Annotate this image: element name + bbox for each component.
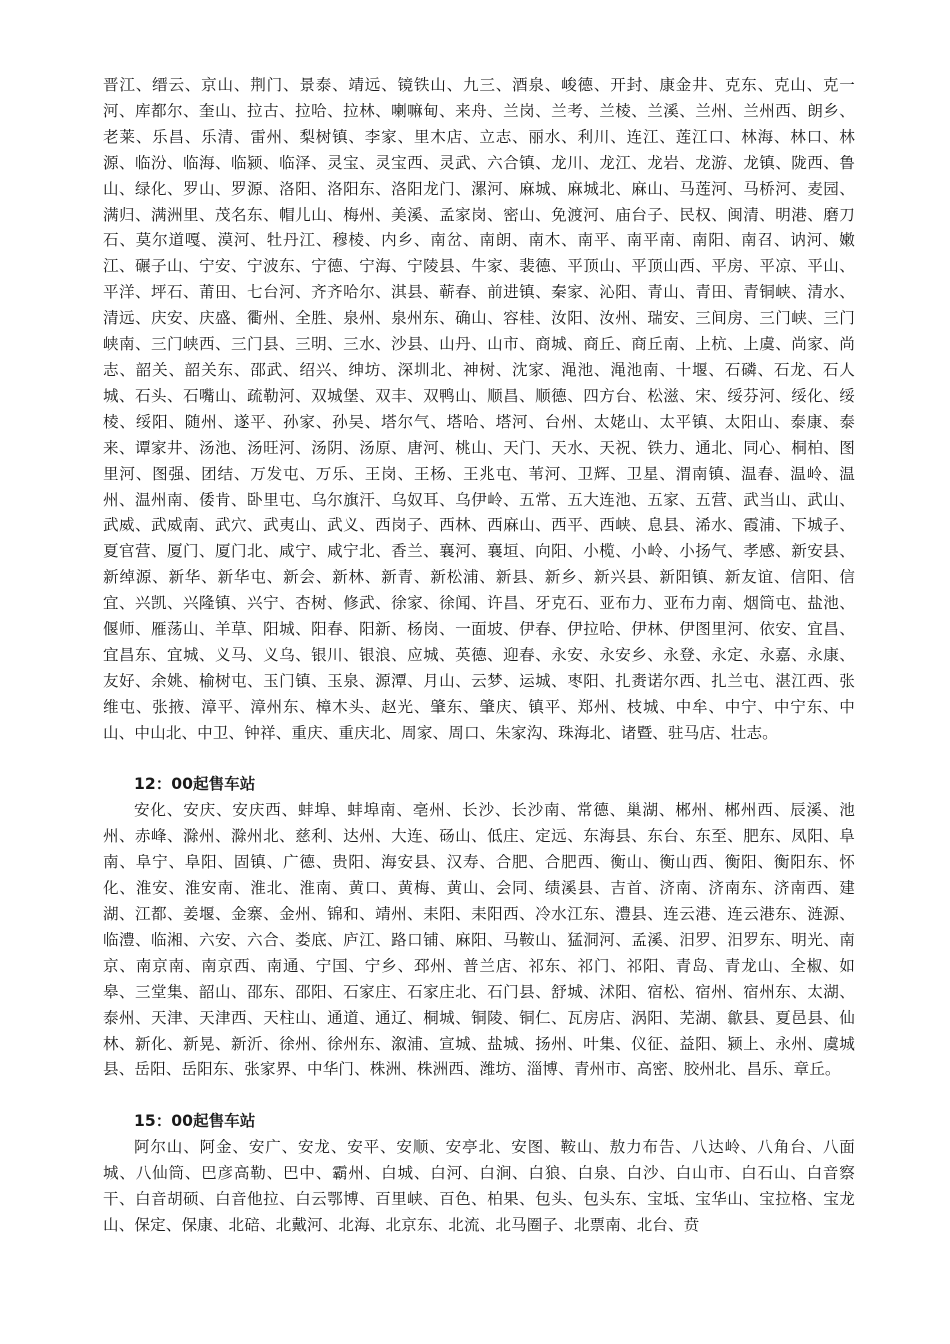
station-list-continued: 晋江、缙云、京山、荆门、景泰、靖远、镜铁山、九三、酒泉、峻德、开封、康金井、克东、克山、克一河、库都尔、奎山、拉古、拉哈、拉林、喇嘛甸、来舟、兰岗、兰考、兰棱、兰溪、兰州、兰州西、朗乡、老莱、乐昌、乐清、雷州、梨树镇、李家、里木店、立志、丽水、利川、连江、莲江口、林海、林口、林源、临汾、临海、临颍、临泽、灵宝、灵宝西、灵武、六合镇、龙川、龙江、龙岩、龙游、龙镇、陇西、鲁山、绿化、罗山、罗源、洛阳、洛阳东、洛阳龙门、漯河、麻城、麻城北、麻山、马莲河、马桥河、麦园、满归、满洲里、茂名东、帽儿山、梅州、美溪、孟家岗、密山、免渡河、庙台子、民权、闽清、明港、磨刀石、莫尔道嘎、漠河、牡丹江、穆棱、内乡、南岔、南朗、南木、南平、南平南、南阳、南召、讷河、嫩江、碾子山、宁安、宁波东、宁德、宁海、宁陵县、牛家、裴德、平顶山、平顶山西、平房、平凉、平山、平洋、坪石、莆田、七台河、齐齐哈尔、淇县、蕲春、前进镇、秦家、沁阳、青山、青田、青铜峡、清水、清远、庆安、庆盛、衢州、全胜、泉州、泉州东、确山、容桂、汝阳、汝州、瑞安、三间房、三门峡、三门峡南、三门峡西、三门县、三明、三水、沙县、山丹、山市、商城、商丘、商丘南、上杭、上虞、尚家、尚志、韶关、韶关东、邵武、绍兴、绅坊、深圳北、神树、沈家、渑池、渑池南、十堰、石磷、石龙、石人城、石头、石嘴山、疏勒河、双城堡、双丰、双鸭山、顺昌、顺德、四方台、松滋、宋、绥芬河、绥化、绥棱、绥阳、随州、遂平、孙家、孙吴、塔尔气、塔哈、塔河、台州、太姥山、太平镇、太阳山、泰康、泰来、谭家井、汤池、汤旺河、汤阴、汤原、唐河、桃山、天门、天水、天祝、铁力、通北、同心、桐柏、图里河、图强、团结、万发屯、万乐、王岗、王杨、王兆屯、苇河、卫辉、卫星、渭南镇、温春、温岭、温州、温州南、倭肯、卧里屯、乌尔旗汗、乌奴耳、乌伊岭、五常、五大连池、五家、五营、武当山、武山、武威、武威南、武穴、武夷山、武义、西岗子、西林、西麻山、西平、西峡、息县、浠水、霞浦、下城子、夏官营、厦门、厦门北、咸宁、咸宁北、香兰、襄河、襄垣、向阳、小榄、小岭、小扬气、孝感、新安县、新绰源、新华、新华屯、新会、新林、新青、新松浦、新县、新乡、新兴县、新阳镇、新友谊、信阳、信宜、兴凯、兴隆镇、兴宁、杏树、修武、徐家、徐闻、许昌、牙克石、亚布力、亚布力南、烟筒屯、盐池、偃师、雁荡山、羊草、阳城、阳春、阳新、杨岗、一面坡、伊春、伊拉哈、伊林、伊图里河、依安、宜昌、宜昌东、宜城、义马、义乌、银川、银浪、应城、英德、迎春、永安、永安乡、永登、永定、永嘉、永康、友好、余姚、榆树屯、玉门镇、玉泉、源潭、月山、云梦、运城、枣阳、扎赉诺尔西、扎兰屯、湛江西、张维屯、张掖、漳平、漳州东、樟木头、赵光、肇东、肇庆、镇平、郑州、枝城、中牟、中宁、中宁东、中山、中山北、中卫、钟祥、重庆、重庆北、周家、周口、朱家沟、珠海北、诸暨、驻马店、壮志。	[103, 76, 855, 742]
document-page	[103, 73, 855, 1239]
station-list-1200: 安化、安庆、安庆西、蚌埠、蚌埠南、亳州、长沙、长沙南、常德、巢湖、郴州、郴州西、辰溪、池州、赤峰、滁州、滁州北、慈利、达州、大连、砀山、低庄、定远、东海县、东台、东至、肥东、凤阳、阜南、阜宁、阜阳、固镇、广德、贵阳、海安县、汉寿、合肥、合肥西、衡山、衡山西、衡阳、衡阳东、怀化、淮安、淮安南、淮北、淮南、黄口、黄梅、黄山、会同、绩溪县、吉首、济南、济南东、济南西、建湖、江都、姜堰、金寨、金州、锦和、靖州、耒阳、耒阳西、冷水江东、澧县、连云港、连云港东、涟源、临澧、临湘、六安、六合、娄底、庐江、路口铺、麻阳、马鞍山、猛洞河、孟溪、汨罗、汨罗东、明光、南京、南京南、南京西、南通、宁国、宁乡、邳州、普兰店、祁东、祁门、祁阳、青岛、青龙山、全椒、如皋、三堂集、韶山、邵东、邵阳、石家庄、石家庄北、石门县、舒城、沭阳、宿松、宿州、宿州东、太湖、泰州、天津、天津西、天柱山、通道、通辽、桐城、铜陵、铜仁、瓦房店、涡阳、芜湖、歙县、夏邑县、仙林、新化、新晃、新沂、徐州、徐州东、溆浦、宣城、盐城、扬州、叶集、仪征、益阳、颍上、永州、虞城县、岳阳、岳阳东、张家界、中华门、株洲、株洲西、潍坊、淄博、青州市、高密、胶州北、昌乐、章丘。	[103, 801, 855, 1079]
station-list-1500: 阿尔山、阿金、安广、安龙、安平、安顺、安亭北、安图、鞍山、敖力布告、八达岭、八角台、八面城、八仙筒、巴彦高勒、巴中、霸州、白城、白河、白涧、白狼、白泉、白沙、白山市、白石山、白音察干、白音胡硕、白音他拉、白云鄂博、百里峡、百色、柏果、包头、包头东、宝坻、宝华山、宝拉格、宝龙山、保定、保康、北碚、北戴河、北海、北京东、北流、北马圈子、北票南、北台、贲	[103, 1138, 855, 1234]
section-title-1200: 12：00起售车站	[134, 775, 256, 794]
section-title-1500: 15：00起售车站	[134, 1112, 256, 1131]
